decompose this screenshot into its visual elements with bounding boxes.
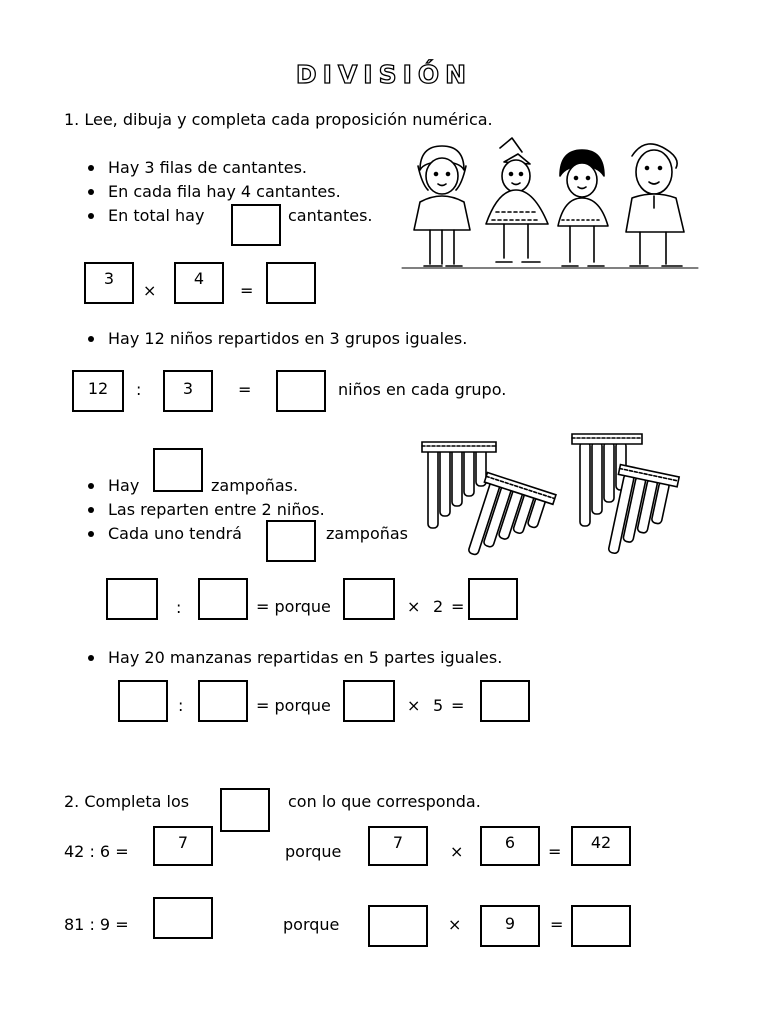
equals-sign: =: [451, 696, 465, 715]
answer-box-product[interactable]: [468, 578, 518, 620]
box-7: 7: [153, 826, 213, 866]
ex1a-line3: En total hay: [108, 206, 205, 225]
answer-box-quotient[interactable]: [343, 680, 395, 722]
singers-illustration-icon: [400, 132, 700, 272]
sample-box: [220, 788, 270, 832]
box-3: 3: [84, 262, 134, 304]
page-title: DIVISIÓN: [295, 60, 473, 89]
answer-box-each[interactable]: [266, 520, 316, 562]
ex2-instruction-pre: 2. Completa los: [64, 792, 190, 811]
answer-box-per-group[interactable]: [276, 370, 326, 412]
box-12: 12: [72, 370, 124, 412]
answer-box-quotient[interactable]: [343, 578, 395, 620]
equals-sign: =: [550, 915, 564, 934]
times-sign: ×: [407, 696, 421, 715]
equals-sign: =: [238, 380, 252, 399]
equals-sign: =: [240, 281, 254, 300]
factor-2: 2: [433, 597, 444, 616]
answer-box-product[interactable]: [480, 680, 530, 722]
bullet: [88, 507, 94, 513]
equals-sign: =: [548, 842, 562, 861]
factor-5: 5: [433, 696, 444, 715]
ex1b-tail: niños en cada grupo.: [338, 380, 507, 399]
divide-sign: :: [176, 598, 182, 617]
box-4: 4: [174, 262, 224, 304]
answer-box-product[interactable]: [571, 905, 631, 947]
ex2-row1-lhs: 42 : 6 =: [64, 842, 129, 861]
porque-label: = porque: [256, 597, 331, 616]
box-9: 9: [480, 905, 540, 947]
bullet: [88, 213, 94, 219]
answer-box-total-singers[interactable]: [231, 204, 281, 246]
answer-box-divisor[interactable]: [198, 680, 248, 722]
box-7: 7: [368, 826, 428, 866]
bullet: [88, 531, 94, 537]
porque-label: porque: [285, 842, 342, 861]
ex1-instruction: 1. Lee, dibuja y completa cada proposición numérica.: [64, 110, 493, 129]
box-3: 3: [163, 370, 213, 412]
bullet: [88, 655, 94, 661]
answer-box-dividend[interactable]: [106, 578, 158, 620]
answer-box-zamponas[interactable]: [153, 448, 203, 492]
ex1c-line2: Las reparten entre 2 niños.: [108, 500, 325, 519]
ex1c-line3-tail: zampoñas: [326, 524, 409, 543]
answer-box-divisor[interactable]: [198, 578, 248, 620]
ex1a-line3-tail: cantantes.: [288, 206, 373, 225]
answer-box-product[interactable]: [266, 262, 316, 304]
answer-box-dividend[interactable]: [118, 680, 168, 722]
bullet: [88, 189, 94, 195]
ex1c-hay: Hay: [108, 476, 140, 495]
times-sign: ×: [450, 842, 464, 861]
porque-label: = porque: [256, 696, 331, 715]
box-6: 6: [480, 826, 540, 866]
times-sign: ×: [143, 281, 157, 300]
porque-label: porque: [283, 915, 340, 934]
divide-sign: :: [136, 380, 142, 399]
ex1c-line3: Cada uno tendrá: [108, 524, 242, 543]
divide-sign: :: [178, 696, 184, 715]
answer-box-factor[interactable]: [368, 905, 428, 947]
bullet: [88, 336, 94, 342]
answer-box-quotient[interactable]: [153, 897, 213, 939]
bullet: [88, 165, 94, 171]
ex1c-zamponas: zampoñas.: [211, 476, 299, 495]
box-42: 42: [571, 826, 631, 866]
ex1d-line: Hay 20 manzanas repartidas en 5 partes iguales.: [108, 648, 503, 667]
ex1a-line2: En cada fila hay 4 cantantes.: [108, 182, 341, 201]
ex1a-line1: Hay 3 filas de cantantes.: [108, 158, 307, 177]
panpipes-illustration-icon: [418, 428, 698, 556]
times-sign: ×: [407, 597, 421, 616]
ex2-row2-lhs: 81 : 9 =: [64, 915, 129, 934]
equals-sign: =: [451, 597, 465, 616]
bullet: [88, 483, 94, 489]
ex1b-line: Hay 12 niños repartidos en 3 grupos iguales.: [108, 329, 468, 348]
times-sign: ×: [448, 915, 462, 934]
ex2-instruction-post: con lo que corresponda.: [288, 792, 481, 811]
